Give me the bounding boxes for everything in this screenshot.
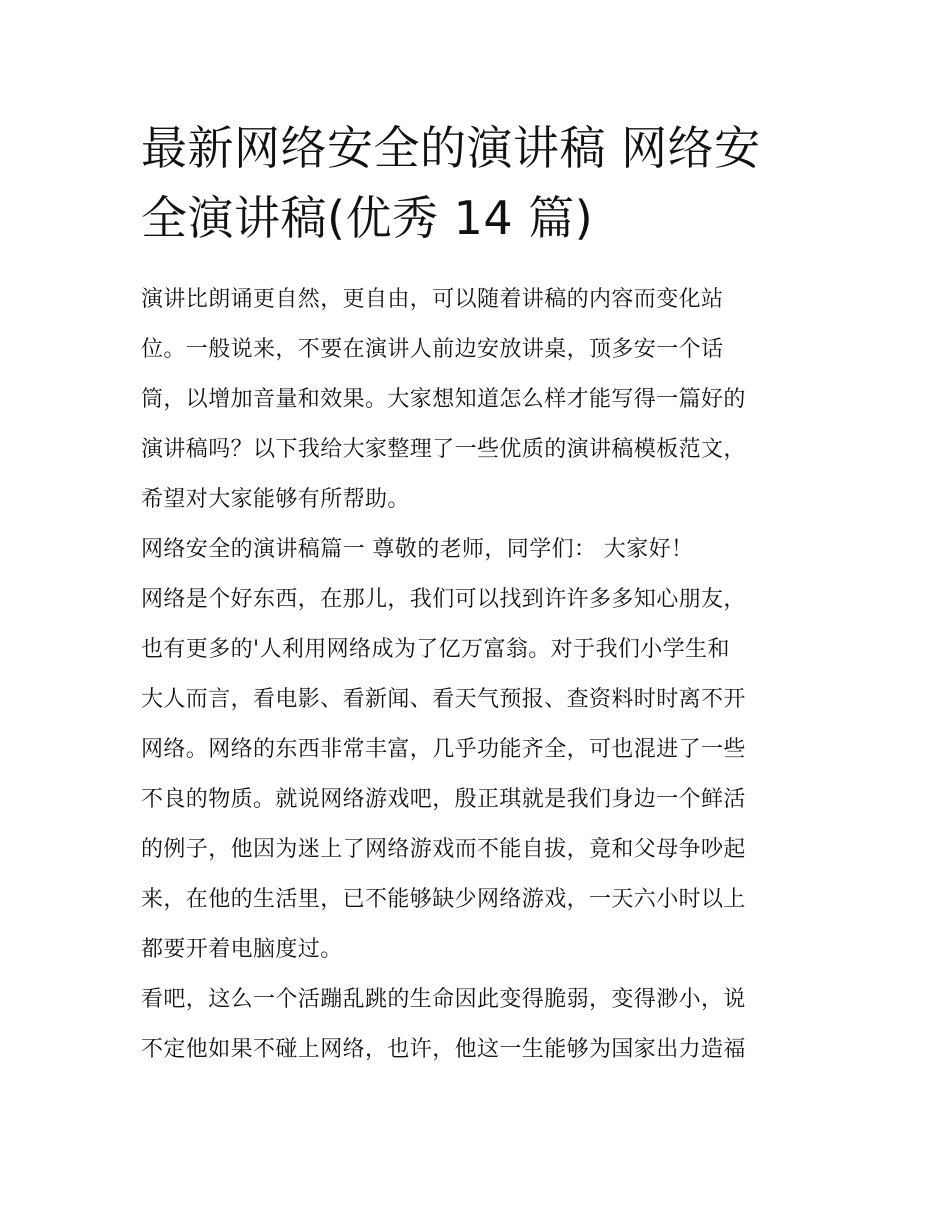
text-line: 演讲稿吗？以下我给大家整理了一些优质的演讲稿模板范文，: [141, 437, 746, 462]
text-line: 网络。网络的东西非常丰富，几乎功能齐全，可也混进了一些: [141, 737, 746, 762]
text-line: 筒，以增加音量和效果。大家想知道怎么样才能写得一篇好的: [141, 387, 746, 412]
text-line: 演讲比朗诵更自然，更自由，可以随着讲稿的内容而变化站: [141, 287, 724, 312]
text-line: 位。一般说来，不要在演讲人前边安放讲桌，顶多安一个话: [141, 337, 724, 362]
paragraph-body-1: [141, 575, 813, 975]
title-line: 最新网络安全的演讲稿 网络安: [141, 121, 761, 175]
paragraph-intro: [141, 275, 813, 525]
text-line: 都要开着电脑度过。: [141, 937, 343, 962]
text-line: 网络安全的演讲稿篇一 尊敬的老师，同学们： 大家好！: [141, 537, 694, 562]
paragraph-body-2: [141, 975, 813, 1075]
text-line: 大人而言，看电影、看新闻、看天气预报、查资料时时离不开: [141, 687, 746, 712]
title-line: 全演讲稿(优秀 14 篇): [141, 191, 594, 245]
paragraph-greeting: [141, 525, 813, 575]
text-line: 不定他如果不碰上网络，也许，他这一生能够为国家出力造福: [141, 1037, 746, 1062]
text-line: 来，在他的生活里，已不能够缺少网络游戏，一天六小时以上: [141, 887, 746, 912]
text-line: 也有更多的'人利用网络成为了亿万富翁。对于我们小学生和: [141, 637, 730, 662]
text-line: 网络是个好东西，在那儿，我们可以找到许许多多知心朋友，: [141, 587, 746, 612]
document-body: [141, 275, 813, 1075]
text-line: 的例子，他因为迷上了网络游戏而不能自拔，竟和父母争吵起: [141, 837, 746, 862]
text-line: 看吧，这么一个活蹦乱跳的生命因此变得脆弱，变得渺小，说: [141, 987, 746, 1012]
document-content: [141, 113, 813, 1075]
document-title: [141, 113, 813, 253]
text-line: 不良的物质。就说网络游戏吧，殷正琪就是我们身边一个鲜活: [141, 787, 746, 812]
text-line: 希望对大家能够有所帮助。: [141, 487, 410, 512]
